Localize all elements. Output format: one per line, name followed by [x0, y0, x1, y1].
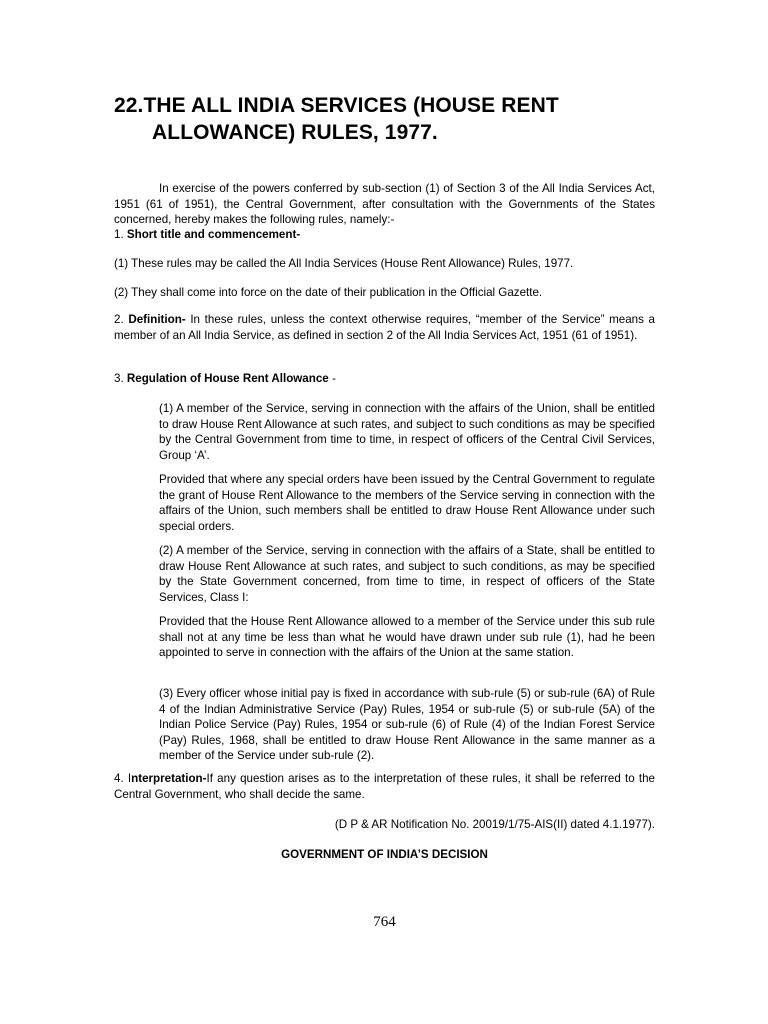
- section-4-number: 4.: [114, 772, 128, 785]
- section-1-clause-1: (1) These rules may be called the All India Services (House Rent Allowance) Rules, 1977.: [114, 257, 574, 270]
- section-2-text: In these rules, unless the context otherwise requires, “member of the Service” means a member of an All India Service, as defined in section 2 of the All India Services Act, 1951 (61 of 1951).: [114, 313, 655, 342]
- section-3-heading: [114, 371, 655, 387]
- section-4-title: nterpretation-: [131, 772, 207, 785]
- document-title: [114, 92, 674, 146]
- section-4-paragraph: [114, 771, 655, 802]
- section-3-suffix: -: [328, 372, 336, 385]
- section-3-proviso-2: Provided that the House Rent Allowance allowed to a member of the Service under this sub rule shall not at any time be less than what he would have drawn under sub rule (1), had he been appointed to serve in connection with the affairs of the Union at the same station.: [159, 615, 655, 660]
- title-line-1: 22.THE ALL INDIA SERVICES (HOUSE RENT: [114, 94, 559, 117]
- section-2-number: 2.: [114, 313, 129, 326]
- section-3-number: 3.: [114, 372, 127, 385]
- section-1-clause-2: (2) They shall come into force on the date of their publication in the Official Gazette.: [114, 286, 543, 299]
- section-3-subrule-2: (2) A member of the Service, serving in connection with the affairs of a State, shall be entitled to draw House Rent Allowance at such rates, and subject to such conditions, as may be specified by the State Government concerned, from time to time, in respect of officers of the State Services, Class I:: [159, 544, 655, 604]
- section-4-text: If any question arises as to the interpretation of these rules, it shall be referred to the Central Government, who shall decide the same.: [114, 772, 656, 801]
- title-line-2: ALLOWANCE) RULES, 1977.: [152, 121, 438, 144]
- section-3-subrule-3: (3) Every officer whose initial pay is fixed in accordance with sub-rule (5) or sub-rule (6A) of Rule 4 of the Indian Administrative Service (Pay) Rules, 1954 or sub-rule (5) or sub-rule (5A) of the Indian Police Service (Pay) Rules, 1954 or sub-rule (6) of Rule (4) of the Indian Forest Service (Pay) Rules, 1968, shall be entitled to draw House Rent Allowance in the same manner as a member of the Service under sub-rule (2).: [159, 687, 655, 763]
- section-3-title: Regulation of House Rent Allowance: [126, 372, 329, 385]
- section-1-heading: [114, 227, 655, 243]
- page-number: 764: [373, 914, 396, 930]
- section-2-paragraph: [114, 312, 655, 343]
- section-2-title: Definition-: [128, 313, 186, 326]
- section-4-first-letter: I: [127, 772, 132, 785]
- section-1-number: 1.: [114, 228, 127, 241]
- notification-reference: (D P & AR Notification No. 20019/1/75-AIS(II) dated 4.1.1977).: [334, 818, 655, 831]
- section-3-proviso-1: Provided that where any special orders have been issued by the Central Government to regulate the grant of House Rent Allowance to the members of the Service serving in connection with the affairs of the Union, such members shall be entitled to draw House Rent Allowance under such special orders.: [159, 473, 655, 533]
- decision-heading: GOVERNMENT OF INDIA’S DECISION: [281, 848, 488, 861]
- section-1-title: Short title and commencement-: [126, 228, 301, 241]
- preamble-paragraph: In exercise of the powers conferred by sub-section (1) of Section 3 of the All India Services Act, 1951 (61 of 1951), the Central Government, after consultation with the Governments of the States concerned, hereby makes the following rules, namely:-: [114, 182, 655, 227]
- section-3-subrule-1: (1) A member of the Service, serving in connection with the affairs of the Union, shall be entitled to draw House Rent Allowance at such rates, and subject to such conditions as may be specified by the Central Government from time to time, in respect of officers of the Central Civil Services, Group ‘A’.: [159, 402, 655, 462]
